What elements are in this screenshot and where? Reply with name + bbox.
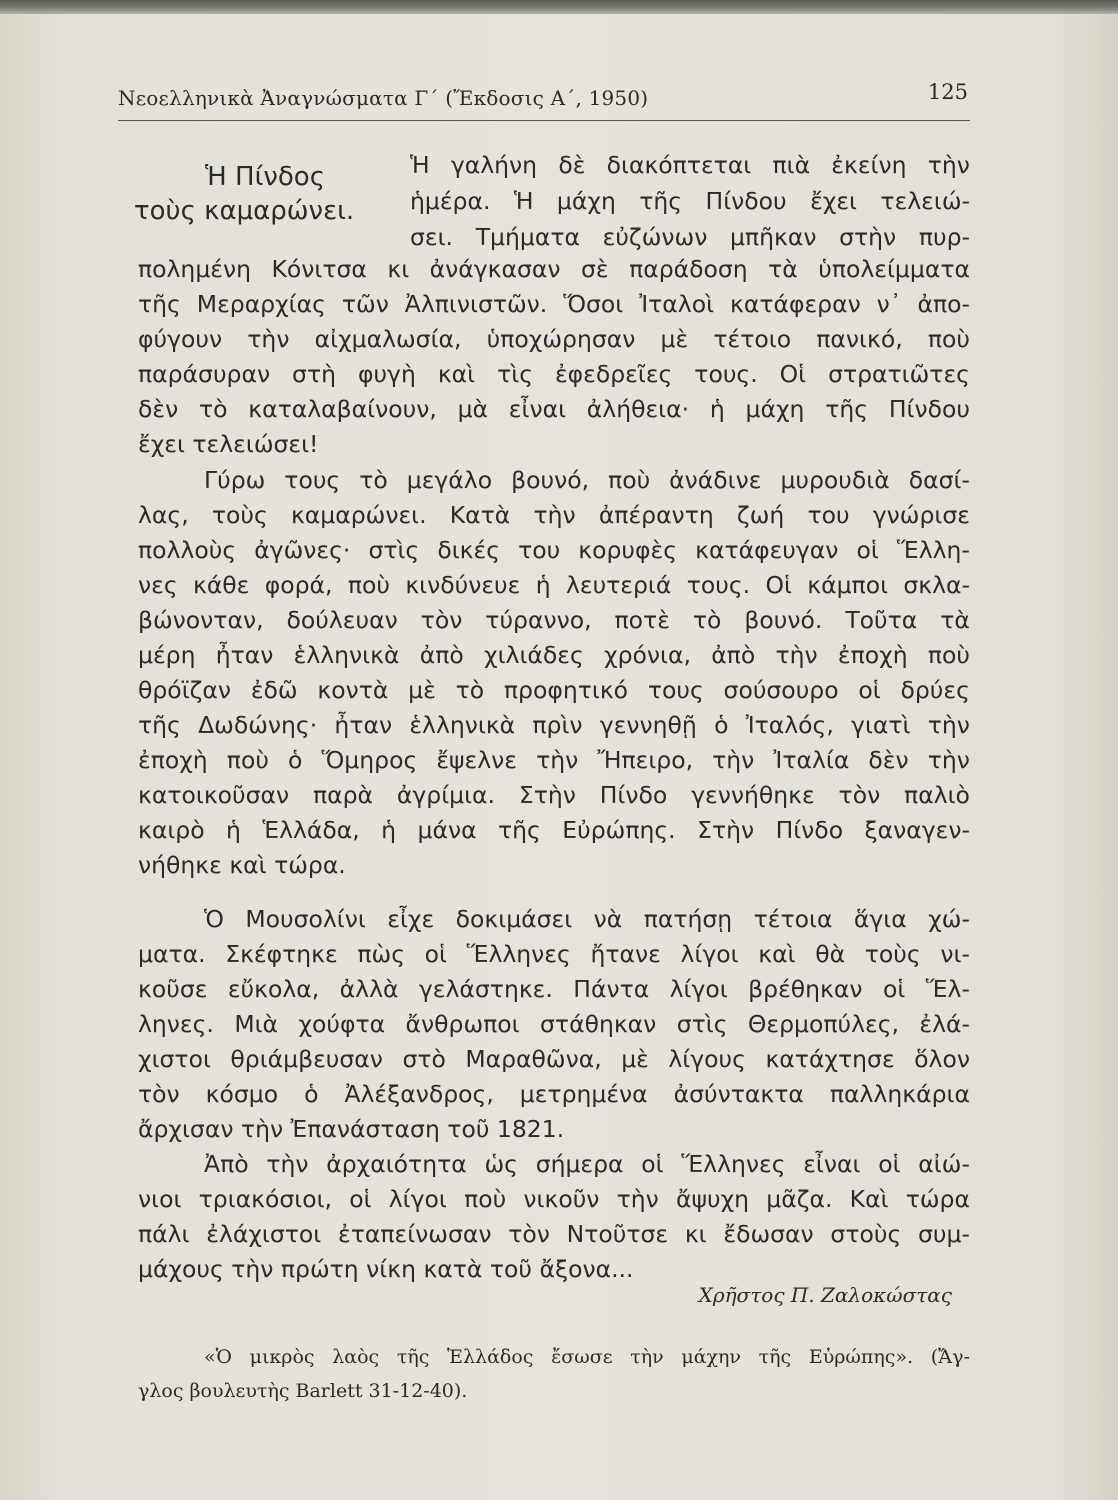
- body-line: νήθηκε καὶ τώρα.: [138, 851, 346, 879]
- body-line: πολημένη Κόνιτσα κι ἀνάγκασαν σὲ παράδοση τὰ ὑπολείμματα: [138, 255, 970, 283]
- body-line: μέρη ἦταν ἑλληνικὰ ἀπὸ χιλιάδες χρόνια, ἀπὸ τὴν ἐποχὴ ποὺ: [138, 641, 970, 669]
- margin-heading: [134, 160, 396, 228]
- margin-heading-line-2: τοὺς καμαρώνει.: [134, 196, 355, 226]
- body-line: τὸν κόσμο ὁ Ἀλέξανδρος, μετρημένα ἀσύντακτα παλληκάρια: [138, 1080, 970, 1108]
- body-line: πάλι ἐλάχιστοι ἐταπείνωσαν τὸν Ντοῦτσε κι ἔδωσαν στοὺς συμ-: [138, 1220, 970, 1248]
- body-line: παράσυραν στὴ φυγὴ καὶ τὶς ἐφεδρεῖες τους. Οἱ στρατιῶτες: [138, 360, 970, 388]
- body-line: δὲν τὸ καταλαβαίνουν, μὰ εἶναι ἀλήθεια· ἡ μάχη τῆς Πίνδου: [138, 395, 970, 423]
- body-line: κοῦσε εὔκολα, ἀλλὰ γελάστηκε. Πάντα λίγοι βρέθηκαν οἱ Ἕλ-: [138, 975, 970, 1003]
- body-line: καιρὸ ἡ Ἑλλάδα, ἡ μάνα τῆς Εὐρώπης. Στὴν Πίνδο ξαναγεν-: [138, 816, 970, 844]
- body-line: ἄρχισαν τὴν Ἐπανάσταση τοῦ 1821.: [138, 1115, 565, 1143]
- body-line: σει. Τμήματα εὐζώνων μπῆκαν στὴν πυρ-: [410, 223, 970, 251]
- body-line: Ὁ Μουσολίνι εἶχε δοκιμάσει νὰ πατήσῃ τέτοια ἅγια χώ-: [204, 905, 970, 933]
- page-header: [118, 80, 970, 121]
- body-line: ληνες. Μιὰ χούφτα ἄνθρωποι στάθηκαν στὶς Θερμοπύλες, ἐλά-: [138, 1010, 970, 1038]
- body-line: λας, τοὺς καμαρώνει. Κατὰ τὴν ἀπέραντη ζωή του γνώρισε: [138, 501, 970, 529]
- margin-heading-line-1: Ἡ Πίνδος: [205, 162, 325, 192]
- body-line: τῆς Δωδώνης· ἦταν ἑλληνικὰ πρὶν γεννηθῇ ὁ Ἰταλός, γιατὶ τὴν: [138, 711, 970, 739]
- body-line: μάχους τὴν πρώτη νίκη κατὰ τοῦ ἄξονα...: [138, 1255, 634, 1283]
- body-line: Ἀπὸ τὴν ἀρχαιότητα ὡς σήμερα οἱ Ἕλληνες εἶναι οἱ αἰώ-: [204, 1150, 970, 1178]
- body-line: Γύρω τους τὸ μεγάλο βουνό, ποὺ ἀνάδινε μυρουδιὰ δασί-: [204, 466, 970, 494]
- body-line: ἐποχὴ ποὺ ὁ Ὅμηρος ἔψελνε τὴν Ἤπειρο, τὴν Ἰταλία δὲν τὴν: [138, 746, 970, 774]
- body-line: ἔχει τελειώσει!: [138, 430, 319, 458]
- body-line: θρόϊζαν ἐδῶ κοντὰ μὲ τὸ προφητικό τους σούσουρο οἱ δρύες: [138, 676, 970, 704]
- body-line: κατοικοῦσαν παρὰ ἀγρίμια. Στὴν Πίνδο γεννήθηκε τὸν παλιὸ: [138, 781, 970, 809]
- body-line: φύγουν τὴν αἰχμαλωσία, ὑποχώρησαν μὲ τέτοιο πανικό, ποὺ: [138, 325, 970, 353]
- author-signature: Χρῆστος Π. Ζαλοκώστας: [698, 1283, 952, 1307]
- page-number: 125: [927, 80, 968, 104]
- quote-line: γλος βουλευτὴς Barlett 31-12-40).: [138, 1380, 468, 1402]
- body-line: νιοι τριακόσιοι, οἱ λίγοι ποὺ νικοῦν τὴν ἄψυχη μᾶζα. Καὶ τώρα: [138, 1185, 970, 1213]
- body-line: χιστοι θριάμβευσαν στὸ Μαραθῶνα, μὲ λίγους κατάχτησε ὅλον: [138, 1045, 970, 1073]
- body-line: ματα. Σκέφτηκε πὼς οἱ Ἕλληνες ἤτανε λίγοι καὶ θὰ τοὺς νι-: [138, 940, 970, 968]
- body-line: Ἡ γαλήνη δὲ διακόπτεται πιὰ ἐκείνη τὴν: [410, 151, 970, 179]
- body-line: ἡμέρα. Ἡ μάχη τῆς Πίνδου ἔχει τελειώ-: [410, 187, 970, 215]
- running-title: Νεοελληνικὰ Ἀναγνώσματα Γ΄ (Ἔκδοσις Α΄, 1950): [118, 86, 649, 110]
- body-line: τῆς Μεραρχίας τῶν Ἀλπινιστῶν. Ὅσοι Ἰταλοὶ κατάφεραν ν᾿ ἀπο-: [138, 290, 970, 318]
- quote-line: «Ὁ μικρὸς λαὸς τῆς Ἑλλάδος ἔσωσε τὴν μάχην τῆς Εὐρώπης». (Ἄγ-: [204, 1346, 970, 1368]
- body-line: πολλοὺς ἀγῶνες· στὶς δικές του κορυφὲς κατάφευγαν οἱ Ἕλλη-: [138, 536, 970, 564]
- body-line: νες κάθε φορά, ποὺ κινδύνευε ἡ λευτεριά τους. Οἱ κάμποι σκλα-: [138, 571, 970, 599]
- page-top-edge: [0, 0, 1118, 14]
- body-line: βώνονταν, δούλευαν τὸν τύραννο, ποτὲ τὸ βουνό. Τοῦτα τὰ: [138, 606, 970, 634]
